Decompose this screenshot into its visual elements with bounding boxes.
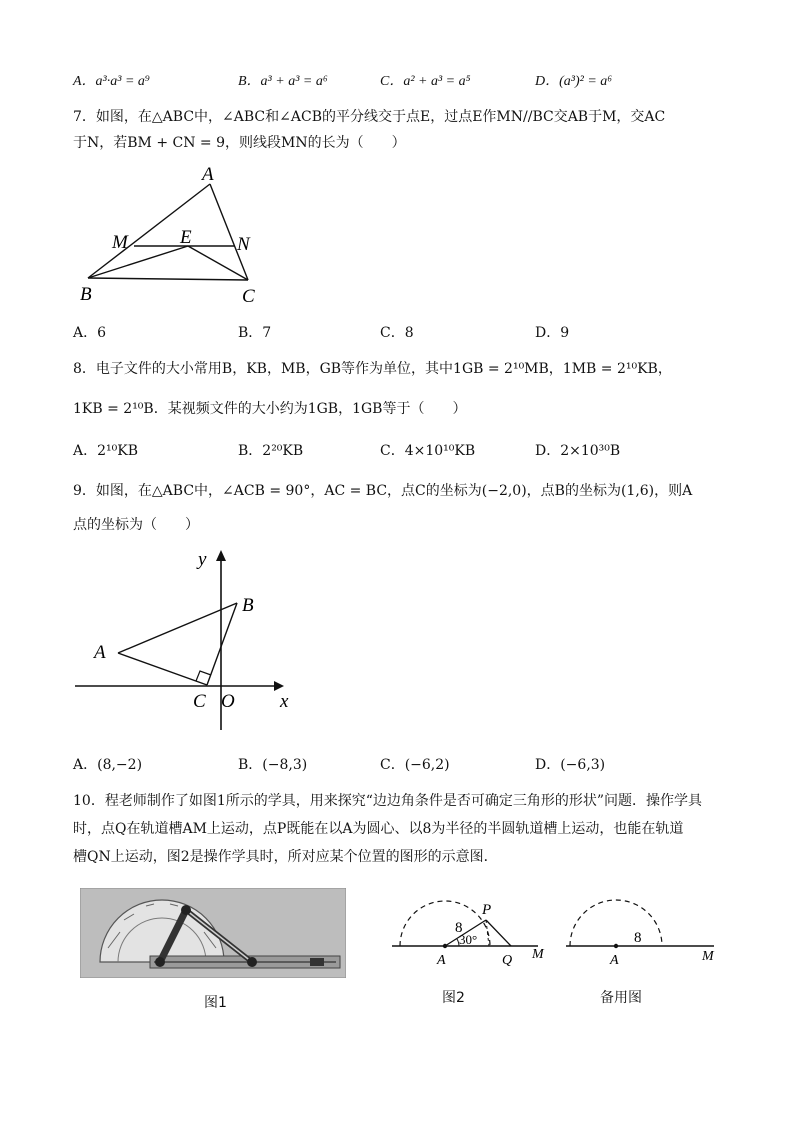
q10-stem-line1: 10．程老师制作了如图1所示的学具，用来探究“边边角条件是否可确定三角形的形状”问题．操作学具 [73, 793, 703, 809]
q9-label-b: B [242, 595, 254, 616]
q8-stem-line2: 1KB = 2¹⁰B．某视频文件的大小约为1GB，1GB等于（ ） [73, 401, 467, 417]
q10-fig3-diagram [562, 892, 732, 972]
q7-label-e: E [180, 227, 192, 248]
q6-option-d: D．(a³)² = a⁶ [535, 74, 613, 89]
q8-stem-line1: 8．电子文件的大小常用B，KB，MB，GB等作为单位，其中1GB = 2¹⁰MB，1MB = 2¹⁰KB， [73, 361, 672, 377]
q8-option-a: A．2¹⁰KB [73, 443, 138, 459]
q6-option-b: B．a³ + a³ = a⁶ [238, 74, 328, 89]
q10-fig2-label-q: Q [502, 953, 513, 968]
q9-label-c: C [193, 691, 206, 712]
q10-fig3-label-m: M [702, 949, 714, 964]
q7-option-d: D．9 [535, 325, 570, 341]
q9-option-b: B．(−8,3) [238, 757, 308, 773]
q10-fig2-label-p: P [482, 902, 492, 918]
q10-fig2-label-angle: 30° [459, 932, 478, 947]
q8-option-c: C．4×10¹⁰KB [380, 443, 476, 459]
q9-label-a: A [94, 642, 106, 663]
q10-fig3-label-a: A [610, 953, 619, 968]
q9-option-d: D．(−6,3) [535, 757, 606, 773]
q10-stem-line3: 槽QN上运动，图2是操作学具时，所对应某个位置的图形的示意图． [73, 849, 498, 865]
q7-label-c: C [242, 286, 255, 307]
q9-coordinate-figure [70, 545, 310, 735]
q9-option-a: A．(8,−2) [73, 757, 143, 773]
q7-triangle-figure [70, 160, 290, 310]
q7-label-a: A [202, 164, 214, 185]
q7-option-a: A．6 [73, 325, 107, 341]
q9-stem-line2: 点的坐标为（ ） [73, 517, 199, 533]
q10-fig2-diagram [390, 892, 560, 972]
q8-option-b: B．2²⁰KB [238, 443, 304, 459]
q9-label-y: y [198, 549, 207, 570]
q10-fig3-label-8: 8 [634, 930, 642, 946]
q9-label-x: x [280, 691, 289, 712]
q10-fig2-label-a: A [437, 953, 446, 968]
q7-stem-line1: 7．如图，在△ABC中，∠ABC和∠ACB的平分线交于点E，过点E作MN//BC交AB于M，交AC [73, 109, 666, 125]
q10-stem-line2: 时，点Q在轨道槽AM上运动，点P既能在以A为圆心、以8为半径的半圆轨道槽上运动，也能在轨道 [73, 821, 684, 837]
q10-fig3-caption: 备用图 [600, 990, 642, 1006]
q9-stem-line1: 9．如图，在△ABC中，∠ACB = 90°，AC = BC，点C的坐标为(−2,0)，点B的坐标为(1,6)，则A [73, 483, 693, 499]
q10-fig2-caption: 图2 [442, 990, 465, 1006]
q7-label-b: B [80, 284, 92, 305]
q9-option-c: C．(−6,2) [380, 757, 450, 773]
q8-option-d: D．2×10³⁰B [535, 443, 621, 459]
q7-option-c: C．8 [380, 325, 414, 341]
q10-fig1-photo [80, 888, 346, 978]
q6-option-c: C．a² + a³ = a⁵ [380, 74, 471, 89]
q7-label-m: M [112, 232, 128, 253]
q10-fig2-label-8: 8 [455, 920, 463, 936]
q6-option-a: A．a³·a³ = a⁹ [73, 74, 150, 89]
q9-label-o: O [221, 691, 235, 712]
q7-option-b: B．7 [238, 325, 272, 341]
q10-fig2-label-m: M [532, 947, 544, 962]
q10-fig1-caption: 图1 [204, 995, 227, 1011]
q7-stem-line2: 于N，若BM + CN = 9，则线段MN的长为（ ） [73, 135, 406, 151]
q7-label-n: N [237, 234, 250, 255]
